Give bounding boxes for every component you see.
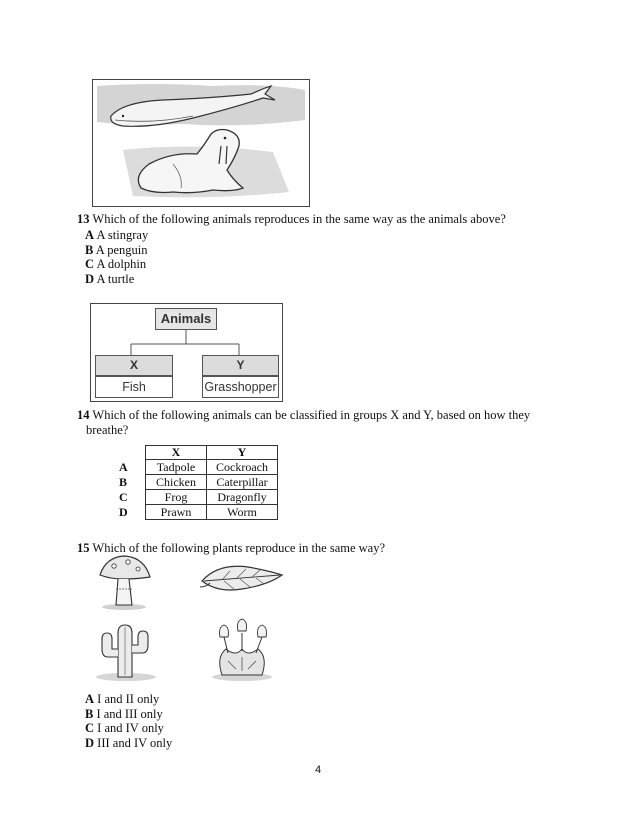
table-row[interactable]: B Chicken Caterpillar [119,475,278,490]
q14-text-line1: Which of the following animals can be classified in groups X and Y, based on how they [92,408,531,422]
q13-option-b[interactable]: B A penguin [85,242,148,257]
mushroom-icon [100,556,150,610]
q13-options [85,228,148,286]
q15-option-b[interactable]: B I and III only [85,706,163,721]
table-header-row [119,446,278,460]
q14-number: 14 [77,408,90,422]
q13-option-c[interactable]: C A dolphin [85,257,147,272]
cactus-icon [96,625,156,681]
q13-number: 13 [77,212,90,226]
table-header-x: X [146,446,207,460]
table-header-y: Y [207,446,278,460]
flowering-plant-icon [212,619,272,681]
q13-option-a[interactable]: A A stingray [85,228,149,242]
q15-number: 15 [77,541,90,555]
q15-options [85,692,172,750]
table-row[interactable]: A Tadpole Cockroach [119,460,278,475]
q14-stem [77,408,617,438]
q13-option-d[interactable]: D A turtle [85,271,135,286]
walrus-icon [138,130,243,193]
page-number: 4 [315,764,322,776]
whale-walrus-illustration [93,80,309,206]
diagram-group-x-example: Fish [95,376,173,398]
q15-option-d[interactable]: D III and IV only [85,735,173,750]
q14-options-table [119,445,278,520]
leaf-icon [200,566,282,590]
q13-text: Which of the following animals reproduces in the same way as the animals above? [92,212,506,226]
table-row[interactable]: D Prawn Worm [119,505,278,520]
q15-option-a[interactable]: A I and II only [85,692,160,706]
diagram-group-y-example: Grasshopper [202,376,279,398]
q15-option-c[interactable]: C I and IV only [85,721,164,736]
q15-text: Which of the following plants reproduce in the same way? [92,541,386,555]
q15-figure [92,553,284,688]
diagram-root: Animals [155,308,217,330]
q13-stem [77,212,597,227]
table-row[interactable]: C Frog Dragonfly [119,490,278,505]
q14-diagram [90,303,283,402]
diagram-group-y-label: Y [202,355,279,376]
diagram-group-x-label: X [95,355,173,376]
q13-figure [92,79,310,207]
q14-text-line2: breathe? [86,423,129,437]
